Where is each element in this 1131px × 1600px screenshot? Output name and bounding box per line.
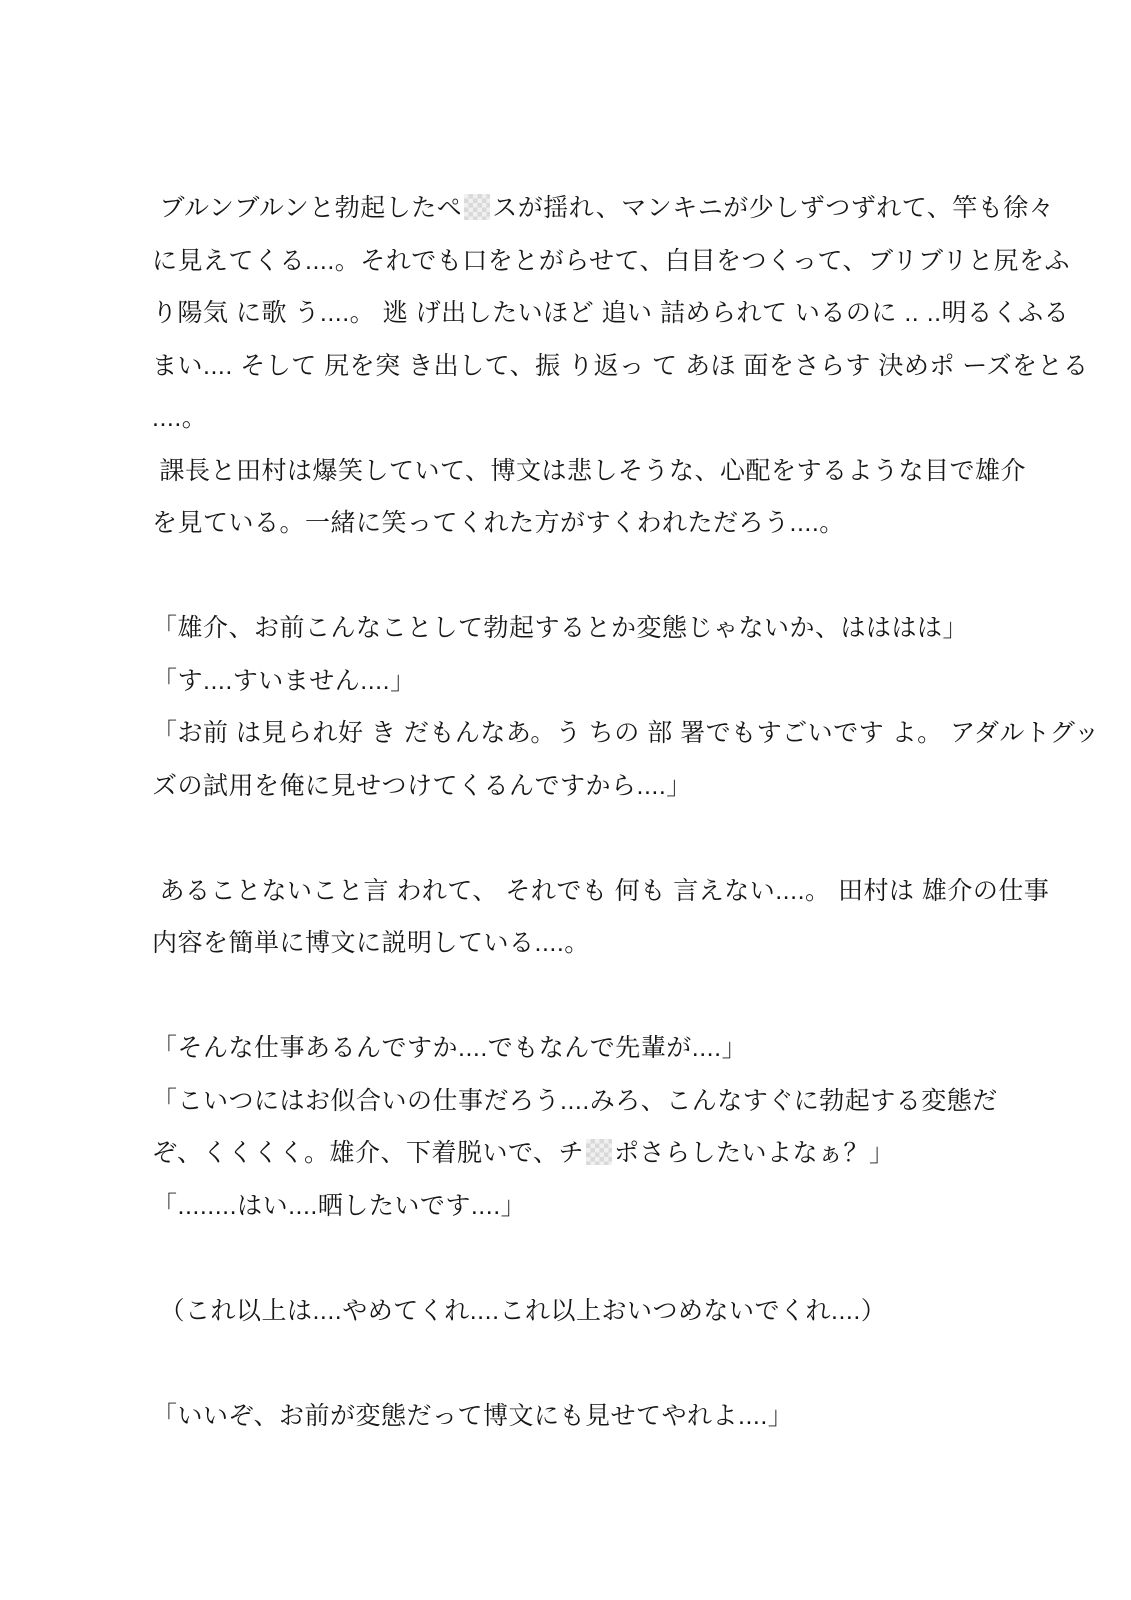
censor-mosaic xyxy=(464,194,490,220)
text-line xyxy=(152,602,1062,655)
text-line xyxy=(152,1180,1062,1233)
text-run: 「........はい....晒したいです....」 xyxy=(152,1191,527,1220)
text-line xyxy=(152,1127,1062,1180)
text-run: 「雄介、お前こんなことして勃起するとか変態じゃないか、はははは」 xyxy=(152,614,969,642)
text-run: （これ以上は....やめてくれ....これ以上おいつめないでくれ....） xyxy=(152,1296,887,1325)
text-line xyxy=(152,1390,1062,1443)
text-run: ....。 xyxy=(152,404,208,432)
text-content xyxy=(152,182,1100,1442)
text-line xyxy=(152,1022,1062,1075)
text-line xyxy=(152,392,1062,445)
text-run: 課長と田村は爆笑していて、博文は悲しそうな、心配をするような目で雄介 xyxy=(152,456,1026,485)
text-line xyxy=(152,340,1089,393)
text-line xyxy=(152,497,1062,550)
paragraph-narration-1 xyxy=(152,182,1089,550)
text-line xyxy=(152,1285,1062,1338)
text-run: ぞ、くくくく。雄介、下着脱いで、チ xyxy=(152,1139,585,1167)
text-run: ブルンブルンと勃起したペ xyxy=(152,194,463,222)
text-line xyxy=(152,707,1100,760)
text-run: に見えてくる....。それでも口をとがらせて、白目をつくって、ブリブリと尻をふ xyxy=(152,246,1071,275)
text-line xyxy=(152,1075,1062,1128)
text-run: 「こいつにはお似合いの仕事だろう....みろ、こんなすぐに勃起する変態だ xyxy=(152,1086,998,1115)
text-run: スが揺れ、マンキニが少しずつずれて、竿も徐々 xyxy=(492,194,1055,222)
text-run: 「そんな仕事あるんですか....でもなんで先輩が....」 xyxy=(152,1034,748,1062)
paragraph-inner-thought-1 xyxy=(152,1285,1062,1338)
paragraph-dialogue-3 xyxy=(152,1390,1062,1443)
paragraph-dialogue-1 xyxy=(152,602,1100,812)
text-run: 「いいぞ、お前が変態だって博文にも見せてやれよ....」 xyxy=(152,1401,794,1430)
text-run: り陽気 に歌 う....。 逃 げ出したいほど 追い 詰められて いるのに .. ..明るくふる xyxy=(152,299,1070,327)
text-line xyxy=(152,287,1070,340)
paragraph-dialogue-2 xyxy=(152,1022,1062,1232)
text-run: 「お前 は見られ好 き だもんなあ。う ちの 部 署でもすごいです よ。 アダルトグッ xyxy=(152,719,1100,747)
text-run: ポさらしたいよなぁ？」 xyxy=(614,1139,895,1167)
text-run: あることないこと言 われて、 それでも 何も 言えない....。 田村は 雄介の仕事 xyxy=(152,876,1050,905)
text-line xyxy=(152,760,1062,813)
text-line xyxy=(152,655,1062,708)
censor-mosaic xyxy=(586,1139,612,1165)
text-run: 「す....すいません....」 xyxy=(152,666,416,695)
text-run: を見ている。一緒に笑ってくれた方がすくわれただろう....。 xyxy=(152,509,845,537)
text-line xyxy=(152,917,1062,970)
text-line xyxy=(152,235,1071,288)
text-run: ズの試用を俺に見せつけてくるんですから....」 xyxy=(152,771,692,800)
text-run: 内容を簡単に博文に説明している....。 xyxy=(152,929,590,957)
text-line xyxy=(152,182,1062,235)
text-line xyxy=(152,865,1062,918)
text-run: まい.... そして 尻を突 き出して、振 り返っ て あほ 面をさらす 決めポ ーズをとる xyxy=(152,351,1089,380)
text-line xyxy=(152,445,1062,498)
paragraph-narration-2 xyxy=(152,865,1062,970)
